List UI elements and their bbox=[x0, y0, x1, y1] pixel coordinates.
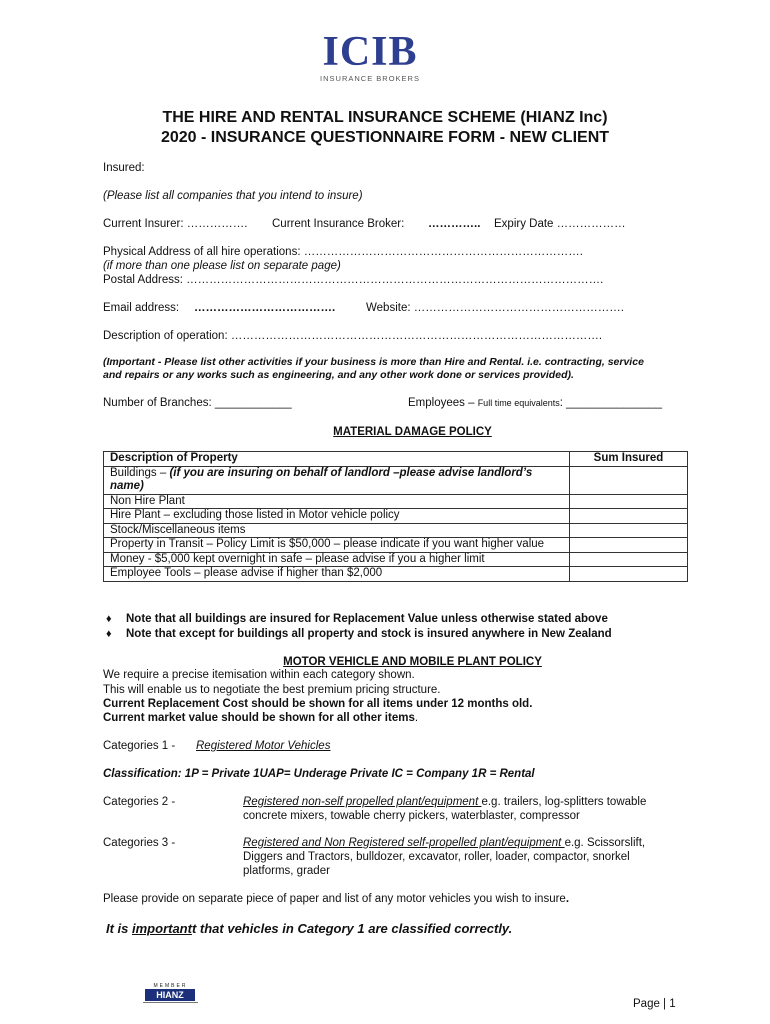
category-2-label: Categories 2 - bbox=[103, 796, 176, 808]
category-3-label: Categories 3 - bbox=[103, 837, 176, 849]
table-row bbox=[104, 466, 688, 494]
table-row bbox=[104, 523, 688, 538]
important-a: It is bbox=[106, 921, 133, 936]
hianz-underline bbox=[143, 1002, 198, 1006]
website-field: Website: ………………………………………………. bbox=[366, 302, 624, 314]
table-row bbox=[104, 494, 688, 509]
important-classification-note bbox=[106, 921, 512, 937]
expiry-date-field: Expiry Date ……………… bbox=[494, 218, 626, 230]
motor-line-3: Current Replacement Cost should be shown for all items under 12 months old. bbox=[103, 698, 533, 710]
material-damage-table bbox=[103, 451, 688, 582]
employees-small-text: Full time equivalents bbox=[477, 398, 560, 408]
sum-cell[interactable] bbox=[570, 466, 688, 494]
motor-line-1: We require a precise itemisation within each category shown. bbox=[103, 669, 415, 681]
category-3-title: Registered and Non Registered self-propelled plant/equipment bbox=[243, 837, 565, 849]
category-2-examples: e.g. trailers, log-splitters towable bbox=[481, 796, 647, 808]
employees-field bbox=[408, 396, 662, 410]
sum-cell[interactable] bbox=[570, 567, 688, 582]
note-property-anywhere: Note that except for buildings all property and stock is insured anywhere in New Zealand bbox=[126, 628, 612, 640]
category-3-line-2: Diggers and Tractors, bulldozer, excavator, roller, loader, compactor, snorkel bbox=[243, 851, 630, 863]
insured-label: Insured: bbox=[103, 162, 145, 174]
motor-line-4-end: . bbox=[414, 712, 419, 724]
row-lead: Buildings – bbox=[110, 466, 170, 479]
sum-cell[interactable] bbox=[570, 538, 688, 553]
motor-heading: MOTOR VEHICLE AND MOBILE PLANT POLICY bbox=[283, 656, 542, 668]
category-2-title: Registered non-self propelled plant/equipment bbox=[243, 796, 482, 808]
category-1-label: Categories 1 - bbox=[103, 740, 176, 752]
employees-blank: : _______________ bbox=[559, 397, 663, 409]
important-word: important bbox=[132, 921, 192, 936]
important-b: t that vehicles in Category 1 are classified correctly. bbox=[191, 921, 513, 936]
bullet-icon: ♦ bbox=[106, 613, 112, 625]
important-note-1: (Important - Please list other activities if your business is more than Hire and Rental. i.e. contracting, service bbox=[103, 356, 644, 368]
row-buildings bbox=[104, 466, 570, 494]
hianz-badge: HIANZ bbox=[145, 989, 195, 1001]
sum-cell[interactable] bbox=[570, 523, 688, 538]
motor-line-2: This will enable us to negotiate the best premium pricing structure. bbox=[103, 684, 441, 696]
member-text: MEMBER bbox=[153, 983, 188, 989]
category-3-line-3: platforms, grader bbox=[243, 865, 330, 877]
row-stock: Stock/Miscellaneous items bbox=[104, 523, 570, 538]
email-dots: ………………………………. bbox=[194, 302, 336, 314]
hianz-member-logo bbox=[143, 983, 198, 1007]
title-line-1: THE HIRE AND RENTAL INSURANCE SCHEME (HIANZ Inc) bbox=[162, 109, 608, 126]
classification-line: Classification: 1P = Private 1UAP= Underage Private IC = Company 1R = Rental bbox=[103, 768, 535, 780]
email-label: Email address: bbox=[103, 302, 180, 314]
table-row bbox=[104, 538, 688, 553]
row-note: (if you are insuring on behalf of landlord –please advise landlord’s name) bbox=[110, 466, 533, 492]
sum-cell[interactable] bbox=[570, 552, 688, 567]
row-hire-plant: Hire Plant – excluding those listed in Motor vehicle policy bbox=[104, 509, 570, 524]
physical-address-field: Physical Address of all hire operations: ………………………………………………………………. bbox=[103, 246, 583, 258]
material-damage-heading: MATERIAL DAMAGE POLICY bbox=[333, 426, 492, 438]
current-broker-dots: ………….. bbox=[428, 218, 481, 230]
col-sum-header: Sum Insured bbox=[570, 452, 688, 467]
page-number: Page | 1 bbox=[633, 998, 676, 1010]
current-broker-label: Current Insurance Broker: bbox=[272, 218, 405, 230]
motor-line-4-text: Current market value should be shown for all other items bbox=[103, 712, 415, 724]
table-row bbox=[104, 509, 688, 524]
provide-list-note bbox=[103, 892, 569, 906]
table-header-row bbox=[104, 452, 688, 467]
branches-field: Number of Branches: ____________ bbox=[103, 397, 292, 409]
row-non-hire-plant: Non Hire Plant bbox=[104, 494, 570, 509]
description-field: Description of operation: ……………………………………………………………………………………. bbox=[103, 330, 603, 342]
logo-name: ICIB bbox=[322, 29, 418, 75]
category-3-line-1 bbox=[243, 836, 645, 850]
icib-logo bbox=[300, 30, 440, 90]
category-3-examples: e.g. Scissorslift, bbox=[564, 837, 646, 849]
sum-cell[interactable] bbox=[570, 494, 688, 509]
sum-cell[interactable] bbox=[570, 509, 688, 524]
note-buildings-replacement: Note that all buildings are insured for Replacement Value unless otherwise stated above bbox=[126, 613, 608, 625]
category-2-line-1 bbox=[243, 795, 646, 809]
col-description-header: Description of Property bbox=[104, 452, 570, 467]
current-insurer-field: Current Insurer: ……………. bbox=[103, 218, 248, 230]
category-2-line-2: concrete mixers, towable cherry pickers, waterblaster, compressor bbox=[243, 810, 580, 822]
category-1-value: Registered Motor Vehicles bbox=[196, 740, 331, 752]
provide-end: . bbox=[565, 893, 570, 905]
table-row bbox=[104, 552, 688, 567]
title-line-2: 2020 - INSURANCE QUESTIONNAIRE FORM - NEW CLIENT bbox=[160, 129, 610, 146]
motor-line-4 bbox=[103, 711, 418, 725]
bullet-icon: ♦ bbox=[106, 628, 112, 640]
employees-label: Employees – bbox=[408, 397, 475, 409]
row-money: Money - $5,000 kept overnight in safe – please advise if you a higher limit bbox=[104, 552, 570, 567]
table-row bbox=[104, 567, 688, 582]
physical-address-note: (if more than one please list on separate page) bbox=[103, 260, 341, 272]
important-note-2: and repairs or any works such as engineering, and any other work done or services provided). bbox=[103, 369, 574, 381]
provide-text: Please provide on separate piece of paper and list of any motor vehicles you wish to insure bbox=[103, 893, 566, 905]
row-property-transit: Property in Transit – Policy Limit is $50,000 – please indicate if you want higher value bbox=[104, 538, 570, 553]
row-employee-tools: Employee Tools – please advise if higher than $2,000 bbox=[104, 567, 570, 582]
please-list-note: (Please list all companies that you intend to insure) bbox=[103, 190, 363, 202]
logo-subtitle: INSURANCE BROKERS bbox=[320, 74, 420, 83]
postal-address-field: Postal Address: ………………………………………………………………………………………………. bbox=[103, 274, 604, 286]
